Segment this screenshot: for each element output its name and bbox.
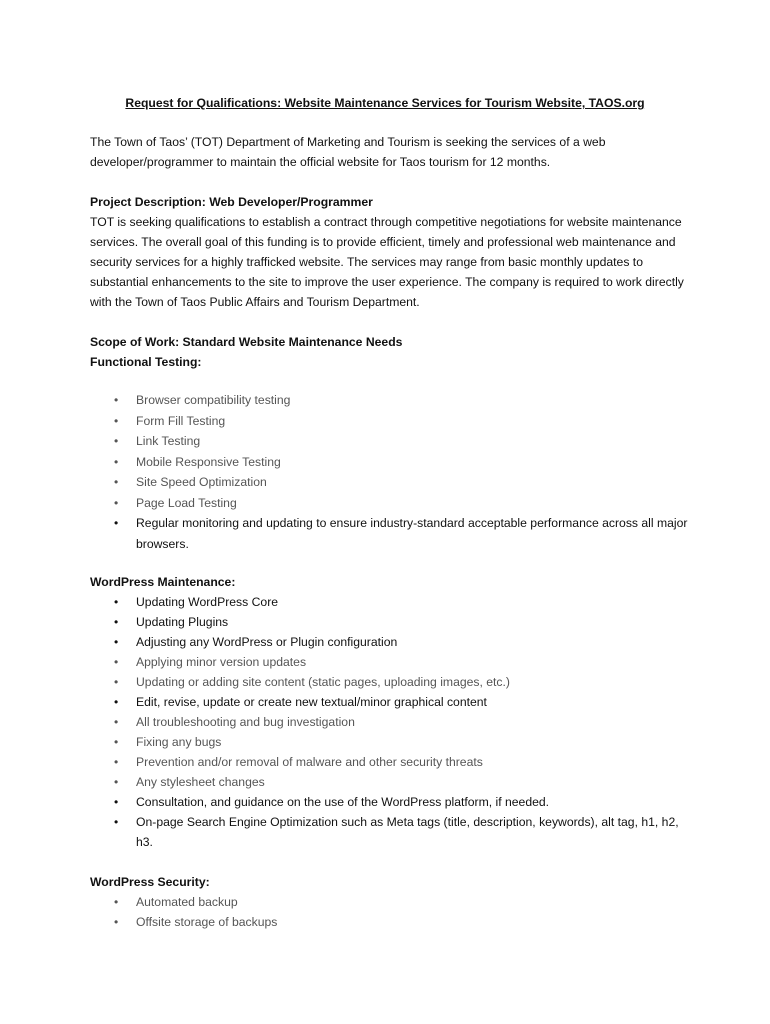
wordpress-maintenance-list [90,592,690,852]
bullet-icon: • [114,735,119,749]
list-item: • Updating Plugins [90,612,690,632]
bullet-icon: • [114,755,119,769]
bullet-icon: • [114,413,119,428]
list-item: • Offsite storage of backups [90,912,690,932]
bullet-icon: • [114,775,119,789]
functional-testing-list [90,390,690,554]
bullet-icon: • [114,434,119,448]
bullet-icon: • [114,915,119,929]
list-item: • Regular monitoring and updating to ensure industry-standard acceptable performance across all major browsers. [90,513,690,554]
bullet-icon: • [114,655,119,669]
functional-testing-heading: Functional Testing: [90,355,202,369]
bullet-icon: • [114,475,119,489]
list-item: • Edit, revise, update or create new textual/minor graphical content [90,692,690,712]
list-item: • Updating or adding site content (static pages, uploading images, etc.) [90,672,690,692]
list-item: • Automated backup [90,892,690,912]
bullet-icon: • [114,595,119,609]
bullet-icon: • [114,495,119,510]
list-item: • Prevention and/or removal of malware and other security threats [90,752,690,772]
list-item: • Any stylesheet changes [90,772,690,792]
list-item: • Link Testing [90,431,690,452]
bullet-icon: • [114,516,119,530]
bullet-icon: • [114,715,119,729]
bullet-icon: • [114,635,119,649]
bullet-icon: • [114,393,119,407]
bullet-icon: • [114,615,119,629]
list-item: • Consultation, and guidance on the use of the WordPress platform, if needed. [90,792,690,812]
bullet-icon: • [114,675,119,689]
list-item: • Applying minor version updates [90,652,690,672]
project-description-heading: Project Description: Web Developer/Programmer [90,195,373,209]
bullet-icon: • [114,815,119,829]
list-item: • Page Load Testing [90,493,690,514]
list-item: • Mobile Responsive Testing [90,452,690,473]
bullet-icon: • [114,454,119,469]
list-item: • Site Speed Optimization [90,472,690,493]
list-item: • Adjusting any WordPress or Plugin configuration [90,632,690,652]
bullet-icon: • [114,795,119,809]
bullet-icon: • [114,895,119,909]
document-title: Request for Qualifications: Website Maintenance Services for Tourism Website, TAOS.org [125,96,645,110]
project-description-body: TOT is seeking qualifications to establish a contract through competitive negotiations for website maintenance services. The overall goal of this funding is to provide efficient, timely and professional web maintenance and security services for a highly trafficked website. The services may range from basic monthly updates to substantial enhancements to the site to improve the user experience. The company is required to work directly with the Town of Taos Public Affairs and Tourism Department. [90,215,684,309]
wordpress-maintenance-heading: WordPress Maintenance: [90,575,236,589]
bullet-icon: • [114,695,119,709]
list-item: • Fixing any bugs [90,732,690,752]
list-item: • Form Fill Testing [90,411,690,432]
list-item: • Browser compatibility testing [90,390,690,411]
wordpress-security-list [90,892,690,932]
list-item: • All troubleshooting and bug investigation [90,712,690,732]
wordpress-security-heading: WordPress Security: [90,875,210,889]
list-item: • Updating WordPress Core [90,592,690,612]
intro-paragraph: The Town of Taos’ (TOT) Department of Marketing and Tourism is seeking the services of a web developer/programmer to maintain the official website for Taos tourism for 12 months. [90,135,606,169]
list-item: • On-page Search Engine Optimization such as Meta tags (title, description, keywords), alt tag, h1, h2, h3. [90,812,690,852]
scope-of-work-heading: Scope of Work: Standard Website Maintenance Needs [90,335,403,349]
